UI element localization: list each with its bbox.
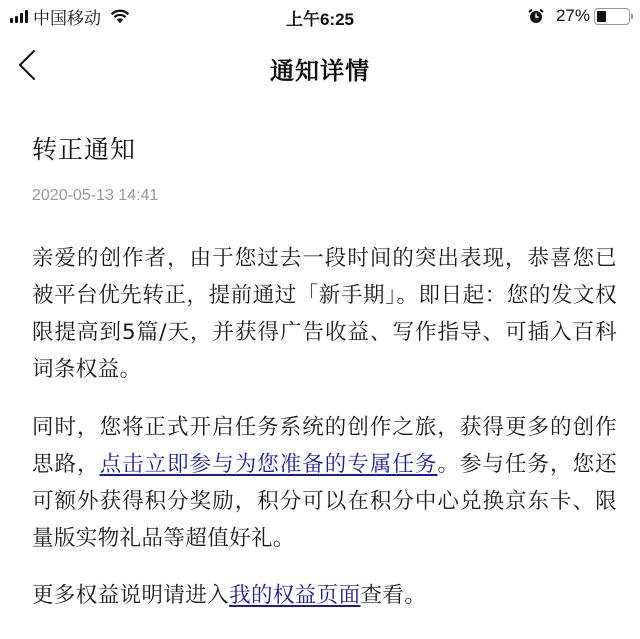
notice-content xyxy=(32,128,618,608)
notice-title: 转正通知 xyxy=(32,135,137,164)
alarm-icon xyxy=(528,8,544,24)
carrier-label: 中国移动 xyxy=(33,8,101,28)
status-right xyxy=(528,5,630,27)
status-time: 上午6:25 xyxy=(285,10,355,29)
paragraph-3-text-after: 查看。 xyxy=(360,583,427,608)
battery-icon xyxy=(594,8,630,25)
notice-paragraph-3 xyxy=(32,577,617,614)
notice-paragraph-2 xyxy=(32,409,617,557)
notice-paragraph-1: 亲爱的创作者，由于您过去一段时间的突出表现，恭喜您已被平台优先转正，提前通过「新手期」。即日起：您的发文权限提高到5篇/天，并获得广告收益、写作指导、可插入百科词条权益。 xyxy=(32,246,617,382)
status-bar xyxy=(0,0,640,34)
paragraph-3-text-before: 更多权益说明请进入 xyxy=(32,583,230,608)
battery-percent: 27% xyxy=(555,6,590,25)
paragraph-2-text-after: 。参与任务，您还可额外获得积分奖励，积分可以在积分中心兑换京东卡、限量版实物礼品等超值好礼。 xyxy=(32,452,618,551)
page-title: 通知详情 xyxy=(270,57,370,85)
notice-timestamp: 2020-05-13 14:41 xyxy=(32,187,159,204)
exclusive-task-link[interactable]: 点击立即参与为您准备的专属任务 xyxy=(99,452,438,477)
my-benefits-link[interactable]: 我的权益页面 xyxy=(229,583,361,608)
nav-bar xyxy=(0,34,640,100)
paragraph-2-text-before: 同时，您将正式开启任务系统的创作之旅，获得更多的创作思路， xyxy=(32,415,617,477)
